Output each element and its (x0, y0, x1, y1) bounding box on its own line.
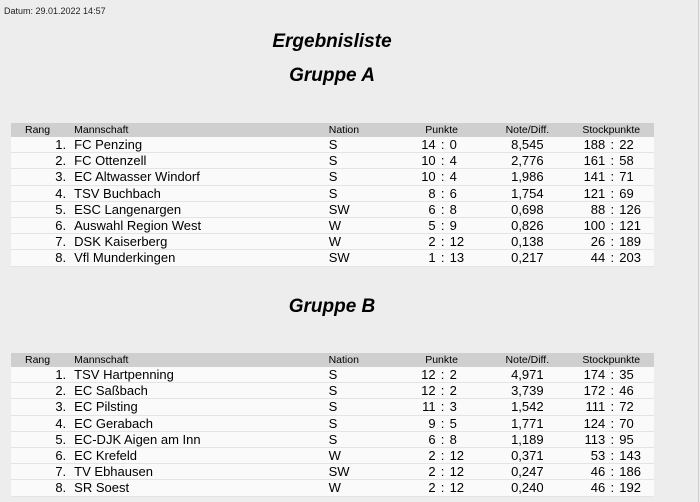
nation-cell: S (328, 185, 338, 201)
team-cell: FC Ottenzell (74, 153, 147, 169)
team-cell: EC Saßbach (74, 383, 148, 399)
stock-separator: : (610, 201, 615, 217)
points-plus: 10 (421, 153, 436, 169)
stock-minus: 22 (619, 137, 634, 153)
rank-cell: 4. (55, 415, 67, 431)
points-minus: 4 (449, 153, 457, 169)
stock-minus: 70 (619, 415, 634, 431)
stock-cell (569, 383, 654, 399)
team-cell: EC Gerabach (74, 415, 153, 431)
points-minus: 13 (449, 250, 465, 266)
points-cell (397, 153, 486, 169)
points-minus: 12 (449, 448, 465, 464)
stock-plus: 88 (590, 201, 606, 217)
header-rang: Rang (11, 123, 70, 137)
stock-cell (569, 153, 654, 169)
note-cell: 1,986 (511, 169, 544, 185)
points-separator: : (440, 448, 445, 464)
nation-cell: W (328, 218, 342, 234)
stock-cell (569, 464, 654, 480)
points-minus: 5 (449, 415, 457, 431)
stock-cell (569, 399, 654, 415)
nation-cell: S (328, 367, 338, 383)
points-plus: 2 (428, 480, 436, 496)
group-a-title: Gruppe A (289, 65, 375, 86)
table-row (11, 415, 654, 431)
points-minus: 0 (449, 137, 457, 153)
header-punkte: Punkte (397, 353, 486, 367)
stock-plus: 26 (590, 234, 606, 250)
note-cell: 1,189 (511, 431, 544, 447)
stock-cell (569, 234, 654, 250)
stock-cell (569, 367, 654, 383)
print-date: Datum: 29.01.2022 14:57 (4, 6, 106, 16)
stock-minus: 192 (619, 480, 641, 496)
nation-cell: S (328, 383, 338, 399)
stock-separator: : (610, 218, 615, 234)
points-cell (397, 464, 486, 480)
stock-cell (569, 480, 654, 496)
stock-separator: : (610, 383, 615, 399)
note-cell: 0,371 (511, 448, 544, 464)
stock-separator: : (610, 431, 615, 447)
nation-cell: S (328, 431, 338, 447)
table-row (11, 399, 654, 415)
points-separator: : (440, 250, 445, 266)
table-header-row (11, 353, 654, 367)
points-cell (397, 480, 486, 496)
points-minus: 3 (449, 399, 457, 415)
header-stock: Stockpunkte (569, 123, 654, 137)
rank-cell: 8. (55, 250, 67, 266)
points-separator: : (440, 137, 445, 153)
points-separator: : (440, 234, 445, 250)
stock-plus: 46 (590, 464, 606, 480)
stock-minus: 121 (619, 218, 641, 234)
team-cell: EC Pilsting (74, 399, 138, 415)
stock-minus: 71 (619, 169, 634, 185)
nation-cell: S (328, 153, 338, 169)
points-separator: : (440, 218, 445, 234)
stock-cell (569, 137, 654, 153)
stock-plus: 161 (583, 153, 606, 169)
team-cell: Vfl Munderkingen (74, 250, 176, 266)
table-row (11, 447, 654, 463)
stock-minus: 58 (619, 153, 634, 169)
points-plus: 11 (422, 399, 436, 415)
team-cell: TSV Buchbach (74, 185, 161, 201)
rank-cell: 6. (55, 218, 67, 234)
points-cell (397, 383, 486, 399)
points-plus: 8 (428, 185, 436, 201)
points-minus: 9 (449, 218, 457, 234)
nation-cell: SW (328, 464, 350, 480)
stock-separator: : (610, 464, 615, 480)
nation-cell: SW (328, 201, 350, 217)
table-row (11, 201, 654, 217)
points-minus: 8 (449, 201, 457, 217)
points-plus: 12 (421, 383, 436, 399)
points-plus: 14 (421, 137, 436, 153)
note-cell: 0,698 (511, 201, 544, 217)
points-separator: : (440, 399, 445, 415)
points-cell (397, 250, 486, 266)
nation-cell: S (328, 137, 338, 153)
rank-cell: 8. (55, 480, 67, 496)
stock-separator: : (610, 399, 615, 415)
points-minus: 2 (449, 367, 457, 383)
points-separator: : (440, 201, 445, 217)
table-row (11, 137, 654, 153)
points-separator: : (440, 153, 445, 169)
stock-cell (569, 169, 654, 185)
rank-cell: 4. (55, 185, 67, 201)
note-cell: 3,739 (511, 383, 544, 399)
team-cell: SR Soest (74, 480, 130, 496)
nation-cell: SW (328, 250, 350, 266)
stock-minus: 126 (619, 201, 641, 217)
team-cell: FC Penzing (74, 137, 143, 153)
header-team: Mannschaft (70, 123, 329, 137)
stock-separator: : (610, 234, 615, 250)
points-separator: : (440, 464, 445, 480)
team-cell: Auswahl Region West (74, 218, 202, 234)
stock-separator: : (610, 185, 615, 201)
rank-cell: 3. (55, 399, 67, 415)
note-cell: 2,776 (511, 153, 544, 169)
points-plus: 6 (428, 201, 436, 217)
rank-cell: 2. (55, 153, 67, 169)
points-minus: 12 (449, 234, 465, 250)
stock-separator: : (610, 367, 615, 383)
header-punkte: Punkte (397, 123, 486, 137)
stock-cell (569, 250, 654, 266)
header-rang: Rang (11, 353, 70, 367)
note-cell: 0,240 (511, 480, 544, 496)
stock-minus: 95 (619, 431, 634, 447)
points-plus: 1 (428, 250, 436, 266)
note-cell: 1,542 (511, 399, 544, 415)
points-cell (397, 185, 486, 201)
nation-cell: W (328, 480, 341, 496)
team-cell: EC Krefeld (74, 448, 138, 464)
stock-plus: 174 (583, 367, 606, 383)
stock-cell (569, 217, 654, 233)
points-plus: 2 (428, 464, 436, 480)
points-plus: 5 (428, 218, 436, 234)
stock-plus: 46 (590, 480, 606, 496)
rank-cell: 2. (55, 383, 67, 399)
points-minus: 2 (449, 383, 457, 399)
stock-minus: 35 (619, 367, 634, 383)
stock-cell (569, 431, 654, 447)
stock-minus: 189 (619, 234, 641, 250)
points-cell (397, 431, 486, 447)
table-row (11, 169, 654, 185)
rank-cell: 1. (55, 367, 67, 383)
rank-cell: 3. (55, 169, 67, 185)
stock-plus: 188 (583, 137, 606, 153)
note-cell: 0,826 (511, 218, 544, 234)
points-plus: 12 (421, 367, 436, 383)
points-separator: : (440, 383, 445, 399)
rank-cell: 6. (55, 448, 67, 464)
stock-minus: 46 (619, 383, 634, 399)
points-minus: 6 (449, 185, 457, 201)
header-note: Note/Diff. (486, 353, 568, 367)
team-cell: DSK Kaiserberg (74, 234, 168, 250)
table-row (11, 464, 654, 480)
note-cell: 1,754 (511, 185, 544, 201)
stock-plus: 100 (583, 218, 606, 234)
stock-separator: : (610, 169, 615, 185)
table-row (11, 234, 654, 250)
table-row (11, 383, 654, 399)
stock-plus: 141 (583, 169, 606, 185)
stock-plus: 113 (584, 431, 606, 447)
stock-cell (569, 415, 654, 431)
header-stock: Stockpunkte (569, 353, 654, 367)
group-b-title: Gruppe B (288, 296, 376, 317)
stock-plus: 124 (583, 415, 606, 431)
points-minus: 4 (449, 169, 457, 185)
rank-cell: 1. (55, 137, 67, 153)
points-cell (397, 169, 486, 185)
note-cell: 0,247 (511, 464, 544, 480)
points-plus: 10 (421, 169, 436, 185)
header-team: Mannschaft (70, 353, 328, 367)
points-cell (397, 201, 486, 217)
stock-separator: : (610, 480, 615, 496)
stock-minus: 143 (619, 448, 641, 464)
note-cell: 4,971 (511, 367, 544, 383)
stock-separator: : (610, 448, 615, 464)
points-cell (397, 447, 486, 463)
points-cell (397, 137, 486, 153)
rank-cell: 5. (55, 431, 67, 447)
nation-cell: W (328, 234, 342, 250)
header-note: Note/Diff. (486, 123, 568, 137)
header-nation: Nation (329, 123, 397, 137)
stock-minus: 72 (619, 399, 634, 415)
points-minus: 12 (449, 464, 465, 480)
stock-cell (569, 201, 654, 217)
team-cell: EC-DJK Aigen am Inn (74, 431, 201, 447)
stock-plus: 111 (585, 399, 606, 415)
team-cell: TV Ebhausen (74, 464, 153, 480)
header-nation: Nation (329, 353, 397, 367)
stock-separator: : (610, 415, 615, 431)
stock-minus: 203 (619, 250, 641, 266)
table-row (11, 185, 654, 201)
points-cell (397, 367, 486, 383)
points-cell (397, 234, 486, 250)
table-row (11, 217, 654, 233)
stock-cell (569, 447, 654, 463)
points-cell (397, 217, 486, 233)
points-cell (397, 399, 486, 415)
points-separator: : (440, 185, 445, 201)
stock-plus: 172 (583, 383, 606, 399)
note-cell: 0,138 (511, 234, 544, 250)
stock-minus: 69 (619, 185, 634, 201)
team-cell: EC Altwasser Windorf (74, 169, 200, 185)
points-separator: : (440, 415, 445, 431)
table-header-row (11, 123, 654, 137)
points-separator: : (440, 367, 445, 383)
points-separator: : (440, 431, 445, 447)
note-cell: 1,771 (511, 415, 544, 431)
stock-cell (569, 185, 654, 201)
points-plus: 2 (428, 448, 436, 464)
stock-separator: : (610, 153, 615, 169)
stock-plus: 44 (590, 250, 606, 266)
team-cell: TSV Hartpenning (74, 367, 174, 383)
points-plus: 9 (428, 415, 436, 431)
note-cell: 0,217 (511, 250, 544, 266)
note-cell: 8,545 (511, 137, 544, 153)
nation-cell: W (328, 448, 341, 464)
stock-separator: : (610, 250, 615, 266)
stock-plus: 121 (583, 185, 606, 201)
points-separator: : (440, 169, 445, 185)
table-row (11, 367, 654, 383)
rank-cell: 5. (55, 201, 67, 217)
points-minus: 12 (449, 480, 465, 496)
points-cell (397, 415, 486, 431)
stock-minus: 186 (619, 464, 641, 480)
nation-cell: S (328, 399, 338, 415)
page-title: Ergebnisliste (272, 31, 392, 52)
group-a-table (11, 123, 654, 267)
points-plus: 6 (428, 431, 436, 447)
nation-cell: S (328, 169, 338, 185)
team-cell: ESC Langenargen (74, 201, 182, 217)
rank-cell: 7. (55, 464, 67, 480)
points-separator: : (440, 480, 445, 496)
table-row (11, 431, 654, 447)
table-row (11, 153, 654, 169)
table-row (11, 480, 654, 496)
points-minus: 8 (449, 431, 457, 447)
points-plus: 2 (428, 234, 436, 250)
group-b-table (11, 353, 654, 497)
nation-cell: S (328, 415, 338, 431)
stock-separator: : (610, 137, 615, 153)
stock-plus: 53 (590, 448, 606, 464)
table-row (11, 250, 654, 266)
rank-cell: 7. (55, 234, 67, 250)
